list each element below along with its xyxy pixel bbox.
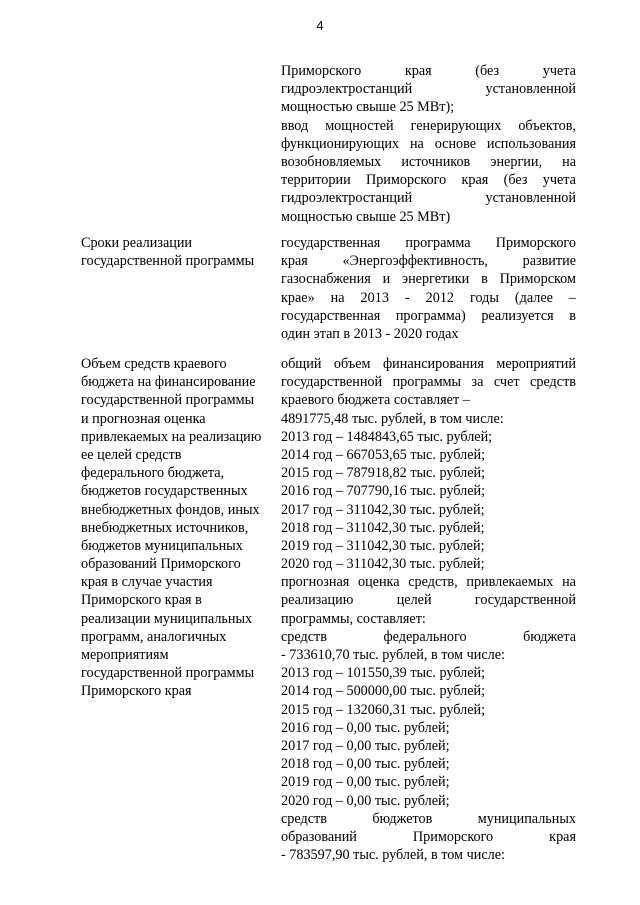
text-word: мощностью свыше 25 МВт);: [281, 99, 455, 116]
label-line: внебюджетных источников,: [81, 519, 249, 536]
text-word: государственная: [281, 307, 381, 324]
text-word: 4891775,48 тыс. рублей, в том числе:: [281, 410, 504, 427]
text-line: [281, 701, 576, 719]
text-word: средств: [281, 810, 327, 827]
text-word: основе: [434, 135, 477, 152]
text-word: краевого бюджета составляет –: [281, 392, 470, 409]
text-line: [281, 792, 576, 810]
implementation-period-text: [281, 234, 576, 343]
text-line: [281, 391, 576, 409]
text-line: [281, 252, 576, 270]
text-line: [281, 591, 576, 609]
text-line: [281, 428, 576, 446]
text-word: реализацию: [281, 592, 354, 609]
text-word: общий: [281, 356, 322, 372]
text-word: развитие: [522, 253, 576, 270]
label-line: программ, аналогичных: [81, 628, 227, 645]
text-word: использования: [486, 135, 576, 152]
text-word: 2012: [425, 289, 454, 306]
text-word: и: [382, 271, 391, 288]
text-line: [281, 410, 576, 428]
text-word: ввод: [281, 117, 309, 134]
text-line: [281, 737, 576, 755]
text-word: государственная: [281, 235, 381, 251]
text-line: [281, 373, 576, 391]
text-word: крае»: [281, 289, 315, 306]
label-line: внебюджетных фондов, иных: [81, 501, 260, 518]
text-word: (далее: [514, 289, 553, 306]
text-word: средств: [281, 628, 327, 645]
text-word: реализуется: [481, 307, 554, 324]
label-line: государственной программы: [81, 253, 255, 270]
text-word: возобновляемых: [281, 153, 382, 170]
text-line: [281, 117, 576, 135]
text-word: государственной: [281, 374, 383, 391]
text-word: программа: [405, 235, 471, 251]
text-word: - 733610,70 тыс. рублей, в том числе:: [281, 647, 505, 663]
text-word: мощностей: [325, 117, 394, 134]
text-line: [281, 189, 576, 207]
text-word: энергетики: [401, 271, 470, 288]
text-word: (без: [503, 172, 528, 189]
text-word: 2019 год – 0,00 тыс. рублей;: [281, 774, 450, 791]
text-word: бюджетов: [372, 810, 433, 827]
label-line: края в случае участия: [81, 574, 213, 591]
text-word: Приморском: [499, 271, 576, 288]
text-line: [281, 646, 576, 664]
text-word: –: [568, 289, 576, 306]
text-word: гидроэлектростанций: [281, 190, 413, 207]
text-word: годы: [469, 289, 499, 306]
text-line: [281, 208, 576, 226]
text-word: объектов,: [518, 117, 576, 134]
text-word: 2013 год – 101550,39 тыс. рублей;: [281, 665, 486, 682]
text-word: мощностью свыше 25 МВт): [281, 208, 451, 225]
label-line: Сроки реализации: [81, 235, 193, 251]
text-word: (без: [475, 63, 500, 79]
label-line: бюджетов государственных: [81, 483, 248, 500]
text-word: 2019 год – 311042,30 тыс. рублей;: [281, 537, 485, 554]
text-word: края: [549, 828, 576, 845]
text-line: [281, 171, 576, 189]
text-word: края: [461, 172, 489, 189]
text-word: 2017 год – 311042,30 тыс. рублей;: [281, 501, 485, 518]
text-word: 2015 год – 132060,31 тыс. рублей;: [281, 701, 486, 718]
label-line: Приморского края: [81, 683, 192, 700]
text-word: Приморского: [281, 63, 362, 79]
text-line: [281, 828, 576, 846]
label-line: реализации муниципальных: [81, 610, 253, 627]
text-line: [281, 610, 576, 628]
text-line: [281, 555, 576, 573]
text-line: [281, 135, 576, 153]
text-word: учета: [542, 172, 576, 189]
text-word: «Энергоэффективность,: [342, 253, 488, 270]
text-line: [281, 289, 576, 307]
text-line: [281, 682, 576, 700]
text-word: -: [404, 289, 410, 306]
text-word: 2013: [360, 289, 389, 306]
text-line: [281, 519, 576, 537]
text-line: [281, 270, 576, 288]
text-line: [281, 719, 576, 737]
text-word: оценка: [357, 574, 400, 591]
text-word: на: [409, 135, 424, 152]
text-word: установленной: [485, 190, 576, 207]
text-word: образований: [281, 828, 357, 845]
label-line: Объем средств краевого: [81, 356, 227, 372]
text-word: Приморского: [412, 828, 494, 845]
text-word: федерального: [383, 628, 467, 645]
text-line: [281, 446, 576, 464]
text-word: за: [471, 374, 484, 391]
text-word: счет: [493, 374, 520, 391]
text-word: установленной: [485, 81, 576, 98]
text-word: 2015 год – 787918,82 тыс. рублей;: [281, 465, 486, 482]
text-word: 2020 год – 311042,30 тыс. рублей;: [281, 556, 485, 573]
text-word: привлекаемых: [466, 574, 554, 591]
label-line: Приморского края в: [81, 592, 202, 609]
text-word: средств: [530, 374, 576, 391]
text-word: один этап в 2013 - 2020 годах: [281, 325, 459, 342]
text-word: 2014 год – 500000,00 тыс. рублей;: [281, 683, 486, 700]
text-word: 2018 год – 0,00 тыс. рублей;: [281, 756, 450, 773]
text-word: муниципальных: [477, 810, 576, 827]
text-word: генерирующих: [410, 117, 502, 134]
text-line: [281, 98, 576, 116]
text-word: на: [562, 153, 576, 170]
text-word: 2016 год – 707790,16 тыс. рублей;: [281, 483, 486, 500]
text-line: [281, 153, 576, 171]
text-line: [281, 80, 576, 98]
label-line: и прогнозная оценка: [81, 410, 206, 427]
text-word: края: [404, 63, 432, 79]
text-word: средств,: [408, 574, 458, 591]
label-line: федерального бюджета,: [81, 465, 225, 482]
text-word: - 783597,90 тыс. рублей, в том числе:: [281, 847, 505, 864]
label-line: образований Приморского: [81, 556, 241, 573]
text-line: [281, 846, 576, 864]
text-word: объем: [333, 356, 371, 372]
text-line: [281, 628, 576, 646]
text-line: [281, 573, 576, 591]
text-word: на: [330, 289, 345, 306]
text-line: [281, 325, 576, 343]
text-line: [281, 355, 576, 373]
label-line: ее целей средств: [81, 446, 182, 463]
text-line: [281, 810, 576, 828]
text-word: 2020 год – 0,00 тыс. рублей;: [281, 792, 450, 809]
text-word: территории: [281, 172, 351, 189]
text-word: энергии,: [490, 153, 542, 170]
text-word: учета: [542, 63, 576, 79]
label-line: бюджетов муниципальных: [81, 537, 243, 554]
text-word: программа): [395, 307, 466, 324]
text-line: [281, 755, 576, 773]
text-word: прогнозная: [281, 574, 350, 591]
text-line: [281, 234, 576, 252]
text-word: в: [481, 271, 488, 288]
label-line: государственной программы: [81, 392, 255, 409]
text-word: финансирования: [382, 356, 484, 372]
text-word: целей: [396, 592, 432, 609]
text-word: 2018 год – 311042,30 тыс. рублей;: [281, 519, 485, 536]
text-word: Приморского: [365, 172, 447, 189]
text-line: [281, 773, 576, 791]
text-word: государственной: [474, 592, 576, 609]
text-word: 2013 год – 1484843,65 тыс. рублей;: [281, 428, 493, 445]
text-word: функционирующих: [281, 135, 400, 152]
text-word: края: [281, 253, 308, 270]
text-word: 2016 год – 0,00 тыс. рублей;: [281, 719, 450, 736]
text-line: [281, 307, 576, 325]
text-line: [281, 537, 576, 555]
text-word: 2017 год – 0,00 тыс. рублей;: [281, 737, 450, 754]
implementation-period-label: [81, 234, 271, 270]
text-word: на: [562, 574, 576, 591]
text-word: мероприятий: [496, 356, 576, 372]
text-word: Приморского: [495, 235, 576, 251]
label-line: привлекаемых на реализацию: [81, 428, 262, 445]
text-line: [281, 464, 576, 482]
text-word: бюджета: [523, 628, 576, 645]
funding-volume-label: [81, 355, 271, 701]
label-line: мероприятиям: [81, 647, 169, 663]
text-word: гидроэлектростанций: [281, 81, 413, 98]
page-number: 4: [316, 18, 324, 33]
text-line: [281, 482, 576, 500]
program-targets-text: [281, 62, 576, 226]
label-line: бюджета на финансирование: [81, 374, 256, 391]
text-word: в: [569, 307, 576, 324]
funding-volume-text: [281, 355, 576, 864]
text-word: газоснабжения: [281, 271, 371, 288]
text-word: источников: [401, 153, 471, 170]
text-line: [281, 664, 576, 682]
text-word: программы: [392, 374, 462, 391]
text-line: [281, 62, 576, 80]
text-word: программы, составляет:: [281, 610, 426, 627]
label-line: государственной программы: [81, 665, 255, 682]
text-word: 2014 год – 667053,65 тыс. рублей;: [281, 446, 486, 463]
text-line: [281, 501, 576, 519]
